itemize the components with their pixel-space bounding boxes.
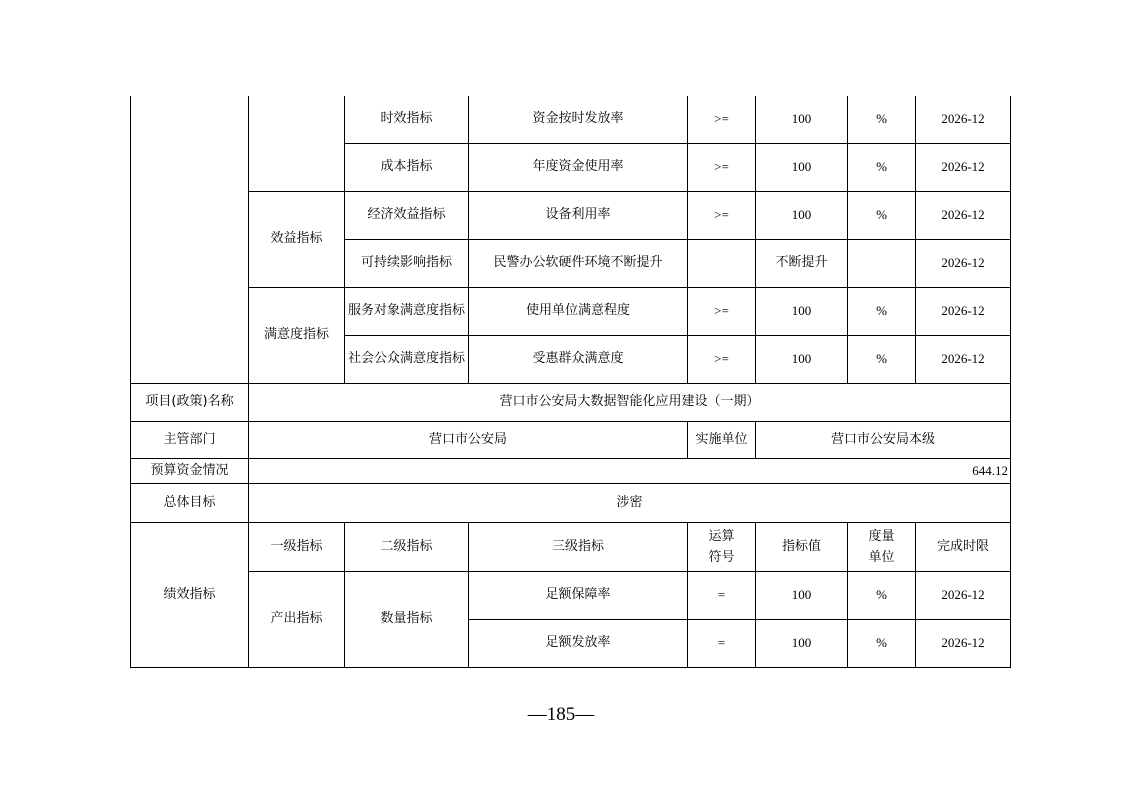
level2-cell: 可持续影响指标 — [345, 239, 469, 287]
level3-cell: 受惠群众满意度 — [469, 335, 688, 383]
level2-cell: 成本指标 — [345, 143, 469, 191]
budget-row — [131, 458, 1011, 483]
performance-table — [130, 96, 1011, 668]
value-cell: 100 — [756, 287, 848, 335]
level3-cell: 民警办公软硬件环境不断提升 — [469, 239, 688, 287]
level1-cell: 满意度指标 — [249, 287, 345, 383]
level3-cell: 资金按时发放率 — [469, 96, 688, 143]
level2-cell: 社会公众满意度指标 — [345, 335, 469, 383]
header-deadline: 完成时限 — [916, 522, 1011, 571]
page-number: —185— — [527, 704, 595, 725]
header-level1: 一级指标 — [249, 522, 345, 571]
value-cell: 100 — [756, 335, 848, 383]
deadline-cell: 2026-12 — [916, 239, 1011, 287]
level2-cell: 数量指标 — [345, 571, 469, 667]
overall-goal-row — [131, 483, 1011, 522]
header-operator-line2: 符号 — [708, 549, 735, 565]
operator-cell: >= — [688, 335, 756, 383]
unit-cell: % — [848, 335, 916, 383]
operator-cell: = — [688, 619, 756, 667]
unit-cell — [848, 239, 916, 287]
unit-cell: % — [848, 143, 916, 191]
level3-cell: 年度资金使用率 — [469, 143, 688, 191]
table-row — [131, 287, 1011, 335]
header-value: 指标值 — [756, 522, 848, 571]
value-cell: 100 — [756, 571, 848, 619]
department-value: 营口市公安局 — [249, 421, 688, 458]
level2-cell: 服务对象满意度指标 — [345, 287, 469, 335]
deadline-cell: 2026-12 — [916, 571, 1011, 619]
header-operator-line1: 运算 — [708, 528, 735, 544]
table-row — [131, 96, 1011, 143]
unit-cell: % — [848, 619, 916, 667]
budget-label: 预算资金情况 — [131, 458, 249, 483]
overall-goal-value: 涉密 — [249, 483, 1011, 522]
continued-blank-cell — [131, 96, 249, 383]
unit-cell: % — [848, 96, 916, 143]
deadline-cell: 2026-12 — [916, 619, 1011, 667]
value-cell: 100 — [756, 96, 848, 143]
deadline-cell: 2026-12 — [916, 287, 1011, 335]
header-unit-line2: 单位 — [868, 549, 895, 565]
operator-cell: >= — [688, 96, 756, 143]
project-name-row — [131, 383, 1011, 421]
level2-cell: 时效指标 — [345, 96, 469, 143]
deadline-cell: 2026-12 — [916, 143, 1011, 191]
value-cell: 不断提升 — [756, 239, 848, 287]
performance-indicators-label: 绩效指标 — [131, 522, 249, 667]
overall-goal-label: 总体目标 — [131, 483, 249, 522]
value-cell: 100 — [756, 191, 848, 239]
operator-cell: >= — [688, 143, 756, 191]
implementing-unit-value: 营口市公安局本级 — [756, 421, 1011, 458]
level3-cell: 使用单位满意程度 — [469, 287, 688, 335]
level1-cell: 产出指标 — [249, 571, 345, 667]
level2-cell: 经济效益指标 — [345, 191, 469, 239]
header-level2: 二级指标 — [345, 522, 469, 571]
operator-cell: >= — [688, 191, 756, 239]
level3-cell: 足额发放率 — [469, 619, 688, 667]
header-unit-line1: 度量 — [868, 528, 895, 544]
table-row — [131, 191, 1011, 239]
header-operator — [688, 522, 756, 571]
continued-level1-cell — [249, 96, 345, 191]
deadline-cell: 2026-12 — [916, 96, 1011, 143]
level1-cell: 效益指标 — [249, 191, 345, 287]
header-unit — [848, 522, 916, 571]
deadline-cell: 2026-12 — [916, 191, 1011, 239]
unit-cell: % — [848, 191, 916, 239]
level3-cell: 足额保障率 — [469, 571, 688, 619]
unit-cell: % — [848, 571, 916, 619]
operator-cell: >= — [688, 287, 756, 335]
table-row — [131, 571, 1011, 619]
operator-cell: = — [688, 571, 756, 619]
value-cell: 100 — [756, 143, 848, 191]
department-row — [131, 421, 1011, 458]
project-name-label: 项目(政策)名称 — [131, 383, 249, 421]
indicator-header-row — [131, 522, 1011, 571]
value-cell: 100 — [756, 619, 848, 667]
project-name-value: 营口市公安局大数据智能化应用建设（一期） — [249, 383, 1011, 421]
budget-value: 644.12 — [249, 458, 1011, 483]
department-label: 主管部门 — [131, 421, 249, 458]
level3-cell: 设备利用率 — [469, 191, 688, 239]
header-level3: 三级指标 — [469, 522, 688, 571]
operator-cell — [688, 239, 756, 287]
unit-cell: % — [848, 287, 916, 335]
deadline-cell: 2026-12 — [916, 335, 1011, 383]
implementing-unit-label: 实施单位 — [688, 421, 756, 458]
